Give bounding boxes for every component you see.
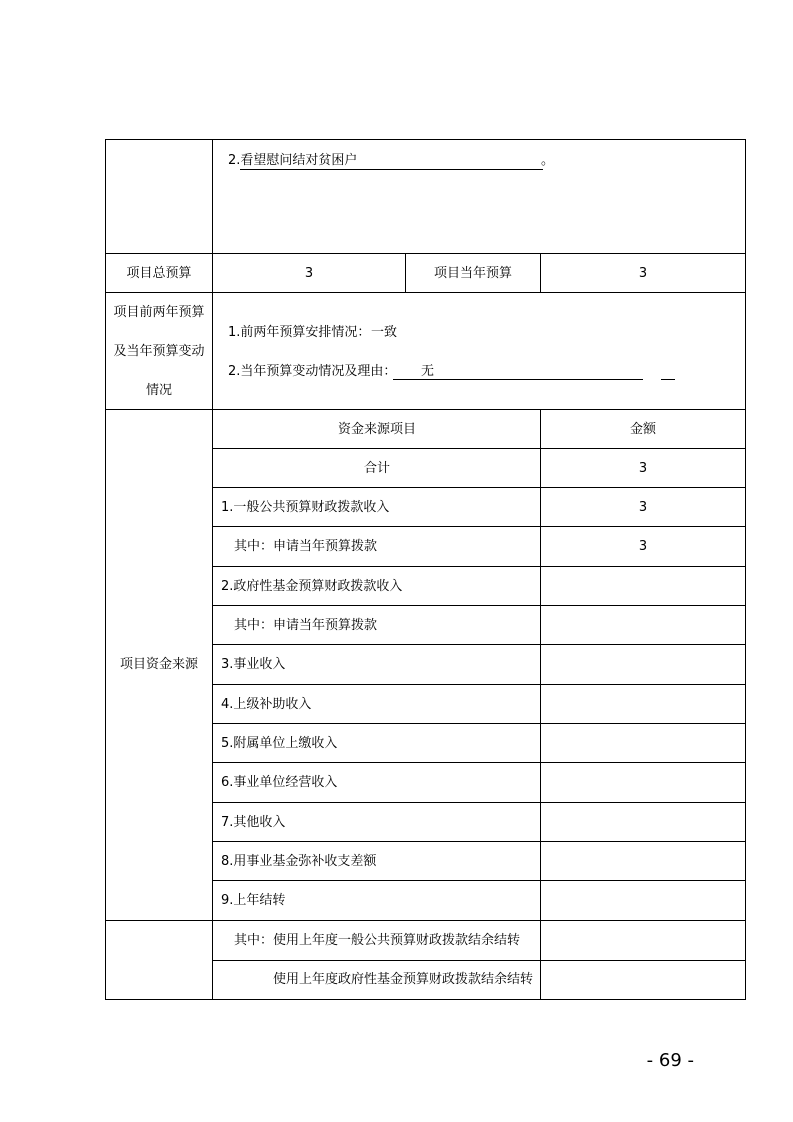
row-divider: [105, 409, 746, 410]
change-label-line1: 项目前两年预算: [113, 305, 205, 320]
row-divider: [105, 920, 746, 921]
funding-row-item: 1.一般公共预算财政拨款收入: [221, 500, 390, 515]
row-divider: [213, 802, 746, 803]
prior-budget-value: 一致: [371, 325, 398, 340]
funding-row-amount: 3: [638, 461, 648, 476]
year-budget-value: 3: [638, 266, 648, 281]
funding-row-item: 其中：申请当年预算拨款: [234, 539, 378, 554]
page-number: - 69 -: [646, 1050, 694, 1071]
row-divider: [213, 526, 746, 527]
row-divider: [213, 841, 746, 842]
funding-section-label: 项目资金来源: [119, 657, 199, 672]
row-divider: [213, 960, 746, 961]
funding-row-item: 其中：申请当年预算拨款: [234, 618, 378, 633]
funding-row-item: 4.上级补助收入: [221, 697, 312, 712]
column-divider: [540, 253, 541, 292]
row-divider: [105, 292, 746, 293]
total-budget-label: 项目总预算: [126, 266, 192, 281]
current-change-value: 无: [421, 364, 435, 379]
row-divider: [213, 566, 746, 567]
funding-row-item: 使用上年度政府性基金预算财政拨款结余结转: [273, 972, 534, 987]
row-divider: [105, 253, 746, 254]
row-divider: [213, 605, 746, 606]
funding-row-amount: 3: [638, 539, 648, 554]
fill-underline: [661, 379, 675, 380]
year-budget-label: 项目当年预算: [433, 266, 513, 281]
row-divider: [213, 762, 746, 763]
funding-row-amount: 3: [638, 500, 648, 515]
total-budget-value: 3: [304, 266, 314, 281]
visit-item-text: 2.看望慰问结对贫困户: [228, 153, 358, 168]
funding-row-item: 8.用事业基金弥补收支差额: [221, 854, 377, 869]
change-label-line2: 及当年预算变动: [113, 344, 205, 359]
prior-budget-label: 1.前两年预算安排情况：: [228, 325, 371, 340]
row-divider: [213, 880, 746, 881]
funding-row-item: 2.政府性基金预算财政拨款收入: [221, 579, 403, 594]
change-label-line3: 情况: [145, 383, 173, 398]
funding-row-item: 其中：使用上年度一般公共预算财政拨款结余结转: [234, 933, 521, 948]
column-divider: [540, 409, 541, 1000]
visit-end-mark: 。: [541, 153, 555, 168]
row-divider: [213, 448, 746, 449]
funding-row-item: 9.上年结转: [221, 893, 286, 908]
column-divider: [405, 253, 406, 292]
funding-row-item: 合计: [363, 461, 391, 476]
column-divider: [212, 139, 213, 1000]
row-divider: [213, 684, 746, 685]
funding-row-item: 3.事业收入: [221, 657, 286, 672]
row-divider: [213, 644, 746, 645]
funding-row-item: 7.其他收入: [221, 815, 286, 830]
budget-table: [105, 139, 746, 1000]
funding-row-item: 5.附属单位上缴收入: [221, 736, 338, 751]
fill-underline: [240, 169, 543, 170]
row-divider: [213, 723, 746, 724]
funding-header-item: 资金来源项目: [337, 422, 417, 437]
funding-header-amount: 金额: [629, 422, 657, 437]
current-change-label: 2.当年预算变动情况及理由：: [228, 364, 397, 379]
row-divider: [213, 487, 746, 488]
funding-row-item: 6.事业单位经营收入: [221, 775, 338, 790]
